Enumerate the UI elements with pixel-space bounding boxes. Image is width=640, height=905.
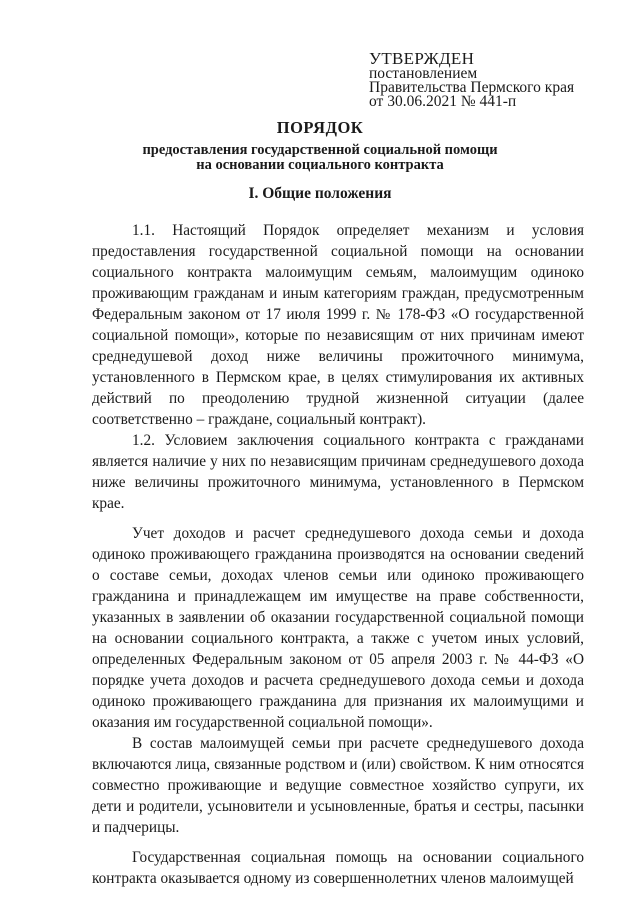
- paragraph-1-2: 1.2. Условием заключения социального контракта с гражданами является наличие у них по независящим причинам среднедушевого дохода ниже величины прожиточного минимума, установленного в Пермском крае.: [92, 432, 584, 512]
- document-subtitle: [120, 143, 520, 173]
- subtitle-line: предоставления государственной социальной помощи: [142, 142, 498, 158]
- approval-date: от 30.06.2021 № 441-п: [369, 93, 517, 110]
- subtitle-line: на основании социального контракта: [196, 157, 444, 173]
- document-title: ПОРЯДОК: [276, 118, 364, 137]
- approval-title: УТВЕРЖДЕН: [369, 49, 475, 68]
- approval-stamp: [369, 50, 574, 109]
- paragraph-income: Учет доходов и расчет среднедушевого дохода семьи и дохода одиноко проживающего гражданина производятся на основании сведений о составе семьи, доходах членов семьи или одиноко проживающего гражданина и принадлежащем им имуществе на праве собственности, указанных в заявлении об оказании государственной социальной помощи на основании социального контракта, а также с учетом иных условий, определенных Федеральным законом от 05 апреля 2003 г. № 44-ФЗ «О порядке учета доходов и расчета среднедушевого дохода семьи и дохода одиноко проживающего гражданина для признания их малоимущими и оказания им государственной социальной помощи».: [92, 525, 584, 731]
- paragraph-assistance: Государственная социальная помощь на основании социального контракта оказывается одному из совершеннолетних членов малоимущей: [92, 849, 584, 887]
- paragraph-family: В состав малоимущей семьи при расчете среднедушевого дохода включаются лица, связанные родством и (или) свойством. К ним относятся совместно проживающие и ведущие совместное хозяйство супруги, их дети и родители, усыновители и усыновленные, братья и сестры, пасынки и падчерицы.: [92, 735, 584, 836]
- paragraph-1-1: 1.1. Настоящий Порядок определяет механизм и условия предоставления государственной социальной помощи на основании социального контракта малоимущим семьям, малоимущим одиноко проживающим гражданам и иным категориям граждан, предусмотренным Федеральным законом от 17 июля 1999 г. № 178-ФЗ «О государственной социальной помощи», которые по независящим от них причинам имеют среднедушевой доход ниже величины прожиточного минимума, установленного в Пермском крае, в целях стимулирования их активных действий по преодолению трудной жизненной ситуации (далее соответственно – граждане, социальный контракт).: [92, 222, 584, 428]
- approval-line: Правительства Пермского края: [369, 79, 575, 96]
- document-body: [92, 220, 584, 889]
- approval-line: постановлением: [369, 65, 478, 82]
- section-heading: I. Общие положения: [248, 185, 392, 202]
